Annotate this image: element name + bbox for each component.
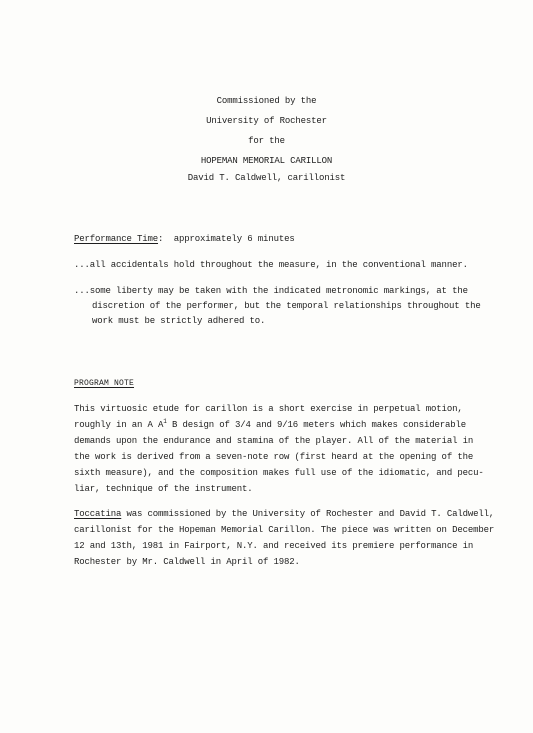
performance-time-colon: : [158,234,164,244]
program-note-p1-line-6: liar, technique of the instrument. [74,484,253,494]
program-note-heading: PROGRAM NOTE [74,379,135,388]
p1-line-2-superscript: 1 [163,418,167,425]
commission-line-1: Commissioned by the [216,96,317,106]
program-note-p1-line-1: This virtuosic etude for carillon is a short exercise in perpetual motion, [74,404,463,414]
performance-time-value: approximately 6 minutes [173,234,295,244]
program-note-p2-line-2: carillonist for the Hopeman Memorial Carillon. The piece was written on December [74,525,495,535]
commission-line-5: David T. Caldwell, carillonist [187,173,346,183]
program-note-p1-line-2 [74,419,466,431]
program-note-p2-line-3: 12 and 13th, 1981 in Fairport, N.Y. and received its premiere performance in [74,541,474,551]
performance-note-2-line-2: discretion of the performer, but the temporal relationships throughout the [92,301,481,311]
program-note-p2-line-1 [74,508,494,520]
program-note-p1-line-5: sixth measure), and the composition makes full use of the idiomatic, and pecu- [74,468,484,478]
commission-line-2: University of Rochester [206,116,327,126]
performance-note-1: ...all accidentals hold throughout the measure, in the conventional manner. [74,260,468,270]
performance-note-2-line-1: ...some liberty may be taken with the indicated metronomic markings, at the [74,286,468,296]
commission-line-3: for the [248,136,285,146]
program-note-p1-line-4: the work is derived from a seven-note row (first heard at the opening of the [74,452,474,462]
commission-line-4: HOPEMAN MEMORIAL CARILLON [200,156,333,166]
performance-time [74,233,295,245]
performance-note-2-line-3: work must be strictly adhered to. [92,316,266,326]
program-note-p2-line-4: Rochester by Mr. Caldwell in April of 1982. [74,557,300,567]
program-note-p1-line-3: demands upon the endurance and stamina of the player. All of the material in [74,436,474,446]
p2-line-1-rest: was commissioned by the University of Rochester and David T. Caldwell, [121,509,495,519]
work-title: Toccatina [74,509,122,519]
performance-time-label: Performance Time [74,234,159,244]
p1-line-2-before: roughly in an A A [74,420,164,430]
p1-line-2-after: B design of 3/4 and 9/16 meters which makes considerable [166,420,467,430]
